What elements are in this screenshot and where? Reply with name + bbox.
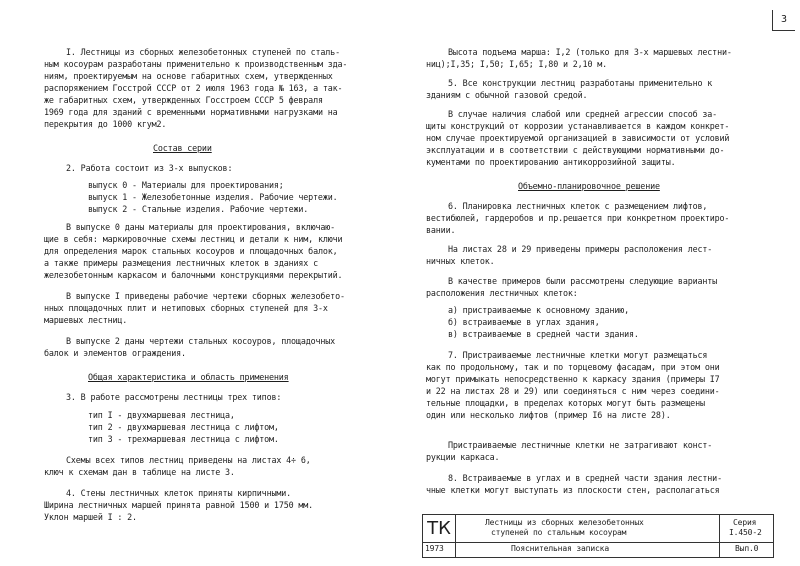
stamp-mark: ТК — [427, 518, 451, 539]
para-line: В качестве примеров были рассмотрены следующие варианты — [448, 276, 718, 286]
para-line: На листах 28 и 29 приведены примеры расположения лест- — [448, 244, 713, 254]
para-6-line: вании. — [426, 225, 456, 235]
issue-list-item: выпуск 2 - Стальные изделия. Рабочие чертежи. — [88, 204, 309, 214]
para-1-line: ным косоурам разработаны применительно к производственным зда- — [44, 59, 348, 69]
stamp-title-line1: Лестницы из сборных железобетонных — [485, 518, 644, 527]
para-line: ключ к схемам дан в таблице на листе 3. — [44, 467, 235, 477]
heading-planning: Объемно-планировочное решение — [518, 181, 660, 191]
para-1-line: распоряжением Госстрой СССР от 2 июля 1963 года № 163, а так- — [44, 83, 343, 93]
issue-list-item: выпуск 1 - Железобетонные изделия. Рабочие чертежи. — [88, 192, 338, 202]
title-block — [422, 514, 774, 558]
para-7-line: тельные площадки, в пределах которых могут быть размещены — [426, 398, 705, 408]
para-1-line: ниям, проектируемым на основе габаритных схем, утвержденных — [44, 71, 333, 81]
para-line: В выпуске 0 даны материалы для проектирования, включаю- — [66, 222, 336, 232]
para-line: а также примеры размещения лестничных клеток в зданиях с — [44, 258, 318, 268]
para-8-line: чные клетки могут выступать из плоскости стен, располагаться — [426, 485, 720, 495]
para-4-line: 4. Стены лестничных клеток приняты кирпичными. — [66, 488, 292, 498]
para-line: Схемы всех типов лестниц приведены на листах 4÷ 6, — [66, 455, 311, 465]
para-8-line: 8. Встраиваемые в углах и в средней части здания лестни- — [448, 473, 722, 483]
title-block-divider — [423, 542, 773, 543]
stamp-year: 1973 — [425, 544, 444, 553]
para-6-line: вестибюлей, гардеробов и пр.решается при конкретном проектиро- — [426, 213, 730, 223]
heading-composition: Состав серии — [153, 143, 212, 153]
para-line: В случае наличия слабой или средней агрессии способ за- — [448, 109, 718, 119]
para-3-line: 3. В работе рассмотрены лестницы трех типов: — [66, 392, 282, 402]
stamp-issue: Вып.0 — [735, 544, 759, 553]
para-line: Пристраиваемые лестничные клетки не затрагивают конст- — [448, 440, 713, 450]
issue-list-item: выпуск 0 - Материалы для проектирования; — [88, 180, 284, 190]
para-line: ниц);I,35; I,50; I,65; I,80 и 2,10 м. — [426, 59, 608, 69]
para-5-line: 5. Все конструкции лестниц разработаны применительно к — [448, 78, 713, 88]
para-line: ничных клеток. — [426, 256, 495, 266]
para-1-line: 1969 года для зданий с временными нормативными нагрузками на — [44, 107, 338, 117]
para-1-line: I. Лестницы из сборных железобетонных ступеней по сталь- — [66, 47, 340, 57]
para-4-line: Ширина лестничных маршей принята равной 1500 и 1750 мм. — [44, 500, 314, 510]
para-7-line: один или несколько лифтов (пример I6 на листе 28). — [426, 410, 671, 420]
para-line: рукции каркаса. — [426, 452, 500, 462]
variant-list-item: б) встраиваемые в углах здания, — [448, 317, 600, 327]
para-line: щие в себя: маркировочные схемы лестниц и детали к ним, ключи — [44, 234, 343, 244]
para-line: железобетонным каркасом и балочными конструкциями перекрытий. — [44, 270, 343, 280]
para-7-line: могут примыкать непосредственно к каркасу здания (примеры I7 — [426, 374, 720, 384]
para-1-line: же габаритных схем, утвержденных Госстроем СССР 5 февраля — [44, 95, 323, 105]
para-1-line: перекрытия до 1000 кгум2. — [44, 119, 167, 129]
variant-list-item: а) пристраиваемые к основному зданию, — [448, 305, 630, 315]
para-6-line: 6. Планировка лестничных клеток с размещением лифтов, — [448, 201, 708, 211]
para-line: кументами по проектированию антикоррозийной защиты. — [426, 157, 676, 167]
para-7-line: как по продольному, так и по торцевому фасадам, при этом они — [426, 362, 720, 372]
para-line: ном случае проектируемой организацией в зависимости от условий — [426, 133, 730, 143]
para-line: В выпуске 2 даны чертежи стальных косоуров, площадочных — [66, 336, 336, 346]
type-list-item: тип 3 - трехмаршевая лестница с лифтом. — [88, 434, 279, 444]
stamp-title-line2: ступеней по стальным косоурам — [491, 528, 627, 537]
para-4-line: Уклон маршей I : 2. — [44, 512, 137, 522]
para-5-line: зданиям с обычной газовой средой. — [426, 90, 588, 100]
para-2-line: 2. Работа состоит из 3-х выпусков: — [66, 163, 233, 173]
para-line: расположения лестничных клеток: — [426, 288, 578, 298]
para-line: щиты конструкций от коррозии устанавливается в каждом конкрет- — [426, 121, 730, 131]
stamp-series-value: I.450-2 — [729, 528, 762, 537]
stamp-doc-title: Пояснительная записка — [511, 544, 609, 553]
stamp-series-label: Серия — [733, 518, 757, 527]
type-list-item: тип I - двухмаршевая лестница, — [88, 410, 235, 420]
para-line: балок и элементов ограждения. — [44, 348, 186, 358]
page-number: 3 — [772, 10, 795, 31]
type-list-item: тип 2 - двухмаршевая лестница с лифтом, — [88, 422, 279, 432]
para-line: для определения марок стальных косоуров и площадочных балок, — [44, 246, 338, 256]
para-line: эксплуатации и в соответствии с действующими нормативными до- — [426, 145, 725, 155]
para-line: Высота подъема марша: I,2 (только для 3-х маршевых лестни- — [448, 47, 732, 57]
para-line: В выпуске I приведены рабочие чертежи сборных железобето- — [66, 291, 345, 301]
para-7-line: и 22 на листах 28 и 29) или соединяться с ним через соедини- — [426, 386, 720, 396]
para-line: нных площадочных плит и нетиповых сборных ступеней для 3-х — [44, 303, 328, 313]
heading-characteristics: Общая характеристика и область применения — [88, 372, 289, 382]
para-line: маршевых лестниц. — [44, 315, 128, 325]
variant-list-item: в) встраиваемые в средней части здания. — [448, 329, 639, 339]
para-7-line: 7. Пристраиваемые лестничные клетки могут размещаться — [448, 350, 708, 360]
